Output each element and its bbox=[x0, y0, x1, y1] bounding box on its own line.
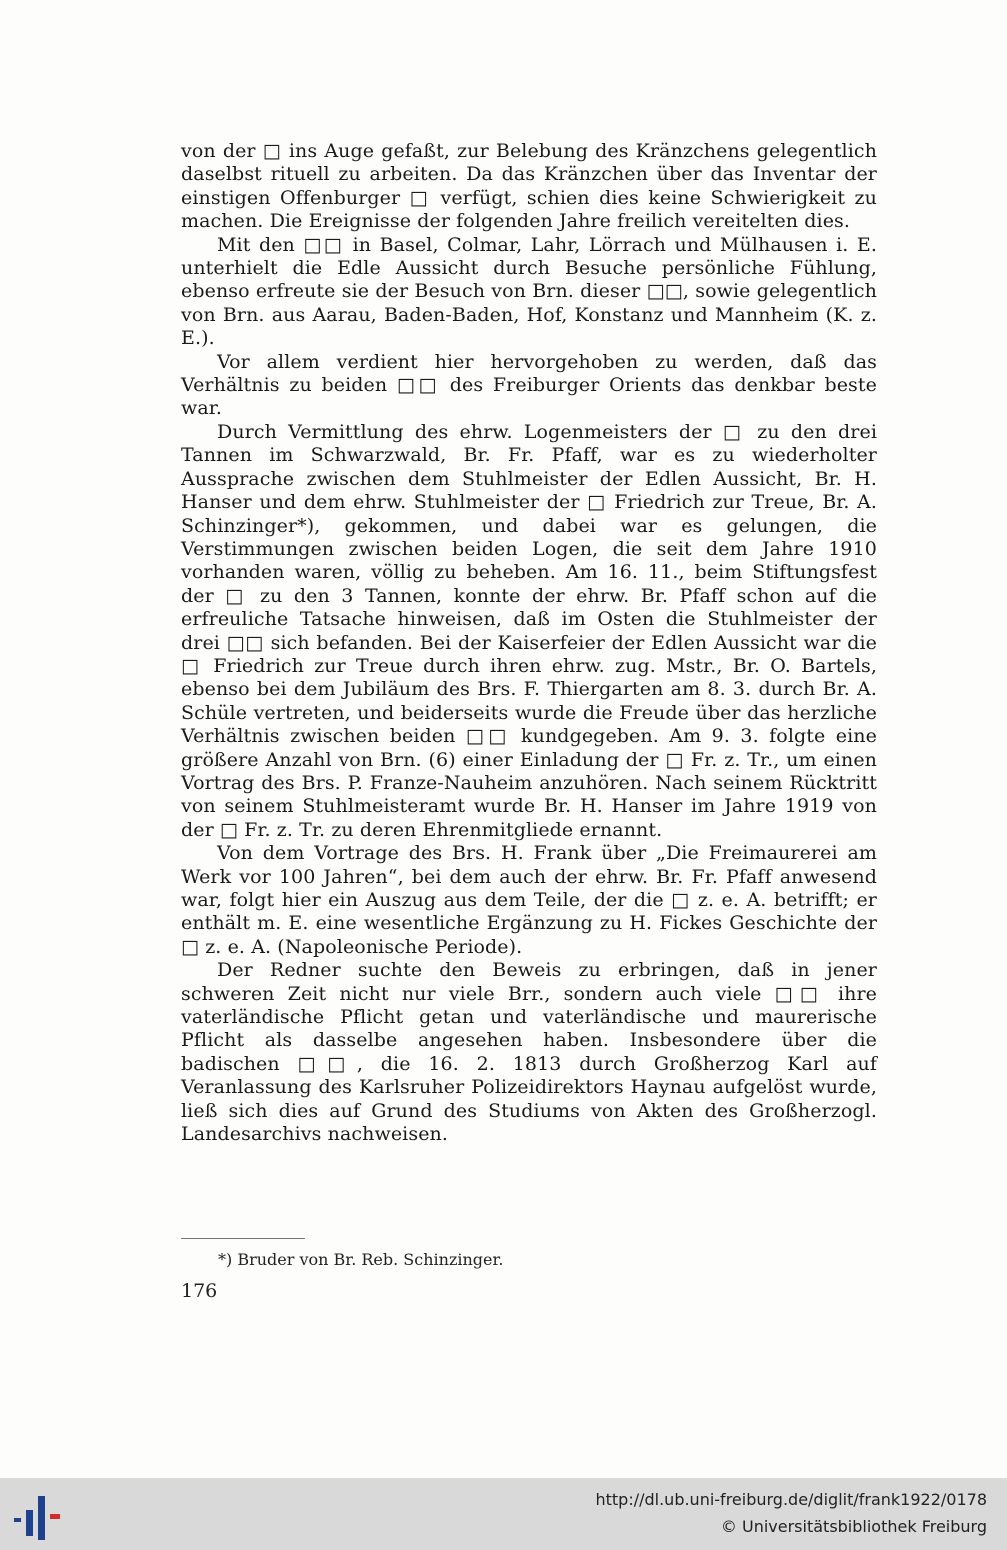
library-logo-icon bbox=[14, 1496, 66, 1540]
copyright-notice: © Universitätsbibliothek Freiburg bbox=[720, 1517, 987, 1536]
footnote-divider bbox=[181, 1238, 305, 1239]
paragraph: von der □ ins Auge gefaßt, zur Belebung des Kränzchens gelegentlich daselbst rituell zu arbeiten. Da das Kränzchen über das Inventar der einstigen Offenburger □ verfügt, schien dies keine Schwierigkeit zu machen. Die Ereignisse der folgenden Jahre freilich vereitelten dies. bbox=[181, 140, 877, 233]
paragraph: Von dem Vortrage des Brs. H. Frank über „Die Freimaurerei am Werk vor 100 Jahren“, bei dem auch der ehrw. Br. Fr. Pfaff anwesend war, folgt hier ein Auszug aus dem Teile, der die □ z. e. A. betrifft; er enthält m. E. eine wesentliche Ergänzung zu H. Fickes Geschichte der □ z. e. A. (Napoleonische Periode). bbox=[181, 842, 877, 958]
footnote: *) Bruder von Br. Reb. Schinzinger. bbox=[218, 1250, 504, 1269]
page-number: 176 bbox=[181, 1280, 218, 1302]
permalink-url[interactable]: http://dl.ub.uni-freiburg.de/diglit/frank1922/0178 bbox=[595, 1490, 987, 1509]
viewer-footer bbox=[0, 1478, 1007, 1550]
paragraph: Mit den □□ in Basel, Colmar, Lahr, Lörrach und Mülhausen i. E. unterhielt die Edle Aussicht durch Besuche persönliche Fühlung, ebenso erfreute sie der Besuch von Brn. dieser □□, sowie gelegentlich von Brn. aus Aarau, Baden-Baden, Hof, Konstanz und Mannheim (K. z. E.). bbox=[181, 233, 877, 350]
body-text bbox=[181, 140, 877, 1146]
paragraph: Durch Vermittlung des ehrw. Logenmeisters der □ zu den drei Tannen im Schwarzwald, Br. Fr. Pfaff, war es zu wiederholter Aussprache zwischen dem Stuhlmeister der Edlen Aussicht, Br. H. Hanser und dem ehrw. Stuhlmeister der □ Friedrich zur Treue, Br. A. Schinzinger*), gekommen, und dabei war es gelungen, die Verstimmungen zwischen beiden Logen, die seit dem Jahre 1910 vorhanden waren, völlig zu beheben. Am 16. 11., beim Stiftungsfest der □ zu den 3 Tannen, konnte der ehrw. Br. Pfaff schon auf die erfreuliche Tatsache hinweisen, daß im Osten die Stuhlmeister der drei □□ sich befanden. Bei der Kaiserfeier der Edlen Aussicht war die □ Friedrich zur Treue durch ihren ehrw. zug. Mstr., Br. O. Bartels, ebenso bei dem Jubiläum des Brs. F. Thiergarten am 8. 3. durch Br. A. Schüle vertreten, und beiderseits wurde die Freude über das herzliche Verhältnis zwischen beiden □□ kundgegeben. Am 9. 3. folgte eine größere Anzahl von Brn. (6) einer Einladung der □ Fr. z. Tr., um einen Vortrag des Brs. P. Franze-Nauheim anzuhören. Nach seinem Rücktritt von seinem Stuhlmeisteramt wurde Br. H. Hanser im Jahre 1919 von der □ Fr. z. Tr. zu deren Ehrenmitgliede ernannt. bbox=[181, 420, 877, 841]
paragraph: Vor allem verdient hier hervorgehoben zu werden, daß das Verhältnis zu beiden □□ des Freiburger Orients das denkbar beste war. bbox=[181, 350, 877, 420]
block-quote: Der Redner suchte den Beweis zu erbringen, daß in jener schweren Zeit nicht nur viele Brr., sondern auch viele □□ ihre vaterländische Pflicht getan und vaterländische und maurerische Pflicht als dasselbe angesehen haben. Insbesondere über die badischen □□, die 16. 2. 1813 durch Großherzog Karl auf Veranlassung des Karlsruher Polizeidirektors Haynau aufgelöst wurde, ließ sich dies auf Grund des Studiums von Akten des Großherzogl. Landesarchivs nachweisen. bbox=[181, 959, 877, 1146]
